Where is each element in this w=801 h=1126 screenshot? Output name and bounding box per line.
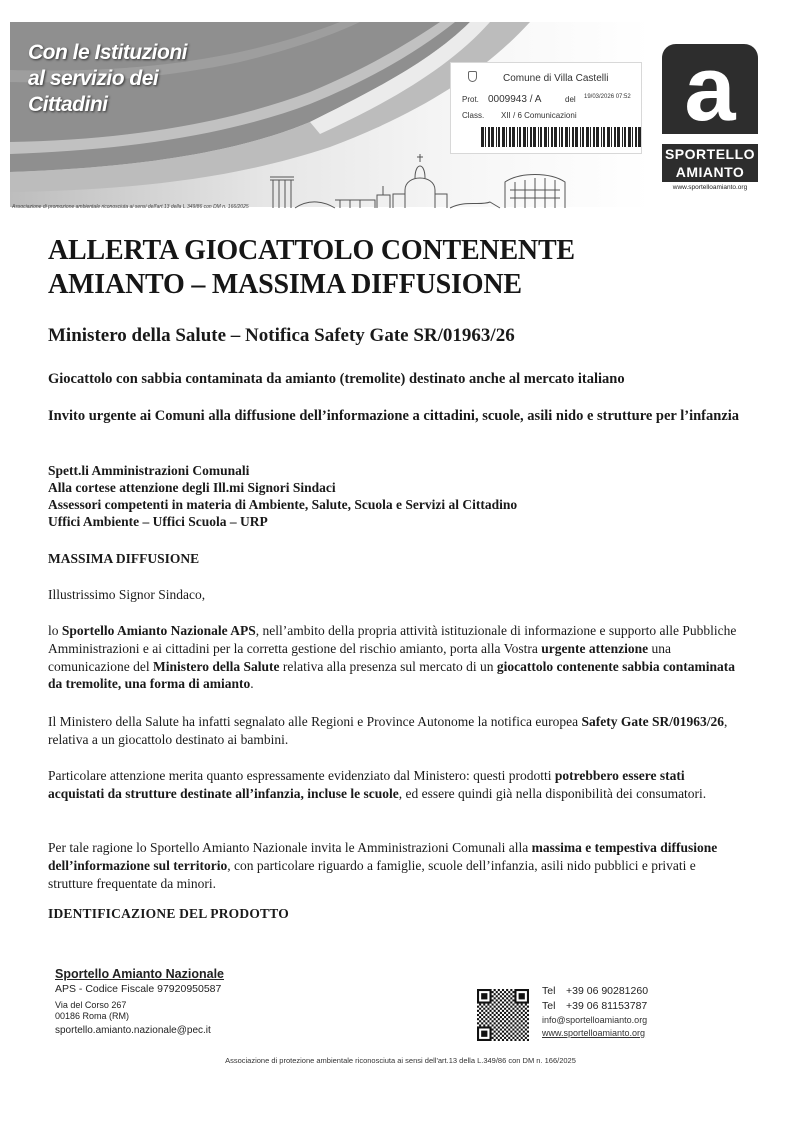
text-run: una comunicazione del [48, 640, 671, 674]
text-run-bold: potrebbero essere stati acquistati da strutture destinate all’infanzia, incluse le scuole [48, 768, 685, 801]
logo-text-amianto: AMIANTO [662, 162, 758, 182]
footer-org-name: Sportello Amianto Nazionale [55, 967, 225, 981]
footer-contact-block [55, 966, 315, 1038]
footer-address-city: 00186 Roma (RM) [55, 1011, 130, 1021]
stamp-prot-label: Prot. [462, 95, 479, 104]
footer-address-street: Via del Corso 267 [55, 1000, 127, 1010]
logo-letter: a [684, 44, 736, 134]
slogan [28, 40, 248, 118]
recipient-line: Spett.li Amministrazioni Comunali [48, 463, 250, 478]
document-subtitle: Ministero della Salute – Notifica Safety Gate SR/01963/26 [48, 325, 515, 346]
header-note: Associazione di promozione ambientale riconosciuta ai sensi dell'art.13 della L.349/86 con DM n. 166/2025 [12, 204, 249, 210]
massima-diffusione-heading: MASSIMA DIFFUSIONE [48, 551, 200, 566]
text-run: , con particolare riguardo a famiglie, scuole dell’infanzia, asili nido pubblici e privati e strutture frequentate da minori. [48, 857, 696, 891]
logo-mark-icon [662, 44, 758, 134]
text-run: Il Ministero della Salute ha infatti segnalato alle Regioni e Province Autonome la notifica europea [48, 714, 582, 729]
document-title: ALLERTA GIOCATTOLO CONTENENTE AMIANTO – MASSIMA DIFFUSIONE [48, 235, 575, 300]
stamp-class-value: XII / 6 Comunicazioni [501, 111, 577, 120]
protocol-stamp [450, 62, 642, 154]
footer-phone-2[interactable] [542, 999, 682, 1014]
footer-phone-block [542, 984, 682, 1040]
sportello-amianto-logo [662, 44, 758, 200]
paragraph-notification [48, 713, 738, 749]
stamp-prot-number: 0009943 / A [488, 94, 542, 105]
paragraph-intro [48, 622, 738, 693]
skyline-illustration [265, 150, 575, 210]
crest-icon [468, 71, 477, 82]
tel-number: +39 06 81153787 [566, 1000, 648, 1012]
footer-website-link[interactable]: www.sportelloamianto.org [542, 1028, 646, 1038]
text-run-bold: urgente attenzione [541, 640, 649, 656]
text-run-bold: Sportello Amianto Nazionale APS [61, 623, 256, 638]
document-lead: Giocattolo con sabbia contaminata da amianto (tremolite) destinato anche al mercato italiano [48, 371, 625, 387]
text-run-bold: Safety Gate SR/01963/26 [581, 714, 724, 729]
text-run: , ed essere quindi già nella disponibilità dei consumatori. [398, 785, 707, 801]
footer-email-link[interactable]: info@sportelloamianto.org [542, 1015, 648, 1025]
footer-legal-note: Associazione di protezione ambientale riconosciuta ai sensi dell'art.13 della L.349/86 con DM n. 166/2025 [225, 1056, 576, 1065]
barcode-icon [481, 127, 641, 147]
slogan-line: al servizio dei [28, 67, 159, 90]
text-run-bold: giocattolo contenente sabbia contaminata da tremolite, una forma di amianto [48, 658, 735, 692]
text-run: Particolare attenzione merita quanto espressamente evidenziato dal Ministero: questi prodotti [48, 768, 555, 783]
stamp-date: 19/03/2026 07:52 [584, 94, 631, 100]
section-heading-product: IDENTIFICAZIONE DEL PRODOTTO [48, 906, 289, 921]
text-run: , nell’ambito della propria attività istituzionale di informazione e supporto alle Pubbliche Amministrazioni e ai cittadini per la corretta gestione del rischio amianto, porta alla Vostra [48, 623, 737, 656]
stamp-class-label: Class. [462, 111, 485, 120]
slogan-line: Con le Istituzioni [28, 41, 187, 64]
text-run: . [250, 676, 254, 692]
logo-text-sportello: SPORTELLO [662, 142, 758, 164]
footer-phone-1[interactable] [542, 984, 682, 999]
text-run-bold: massima e tempestiva diffusione dell’informazione sul territorio [48, 840, 718, 873]
slogan-line: Cittadini [28, 93, 108, 116]
footer-fiscal-code: APS - Codice Fiscale 97920950587 [55, 983, 222, 995]
recipient-line: Alla cortese attenzione degli Ill.mi Signori Sindaci [48, 480, 336, 495]
paragraph-attention [48, 767, 738, 803]
stamp-del-label: del [565, 95, 576, 104]
logo-url: www.sportelloamianto.org [672, 184, 748, 191]
recipients-block [48, 462, 748, 530]
text-run: relativa alla presenza sul mercato di un [279, 658, 497, 674]
recipient-line: Assessori competenti in materia di Ambiente, Salute, Scuola e Servizi al Cittadino [48, 497, 518, 512]
stamp-entity: Comune di Villa Castelli [503, 73, 609, 84]
tel-label: Tel [542, 985, 556, 997]
text-run-bold: Ministero della Salute [152, 658, 280, 674]
tel-label: Tel [542, 1000, 556, 1012]
text-run: , relativa a un giocattolo destinato ai bambini. [48, 714, 728, 747]
paragraph-invitation [48, 839, 738, 892]
document-invite: Invito urgente ai Comuni alla diffusione dell’informazione a cittadini, scuole, asili nido e strutture per l’infanzia [48, 408, 740, 424]
text-run: Per tale ragione lo Sportello Amianto Nazionale invita le Amministrazioni Comunali alla [48, 840, 532, 855]
footer-pec-email[interactable]: sportello.amianto.nazionale@pec.it [55, 1025, 211, 1036]
recipient-line: Uffici Ambiente – Uffici Scuola – URP [48, 514, 268, 529]
tel-number: +39 06 90281260 [566, 985, 649, 997]
text-run: lo [48, 623, 62, 638]
salutation: Illustrissimo Signor Sindaco, [48, 587, 206, 602]
qr-code-icon [477, 989, 529, 1041]
